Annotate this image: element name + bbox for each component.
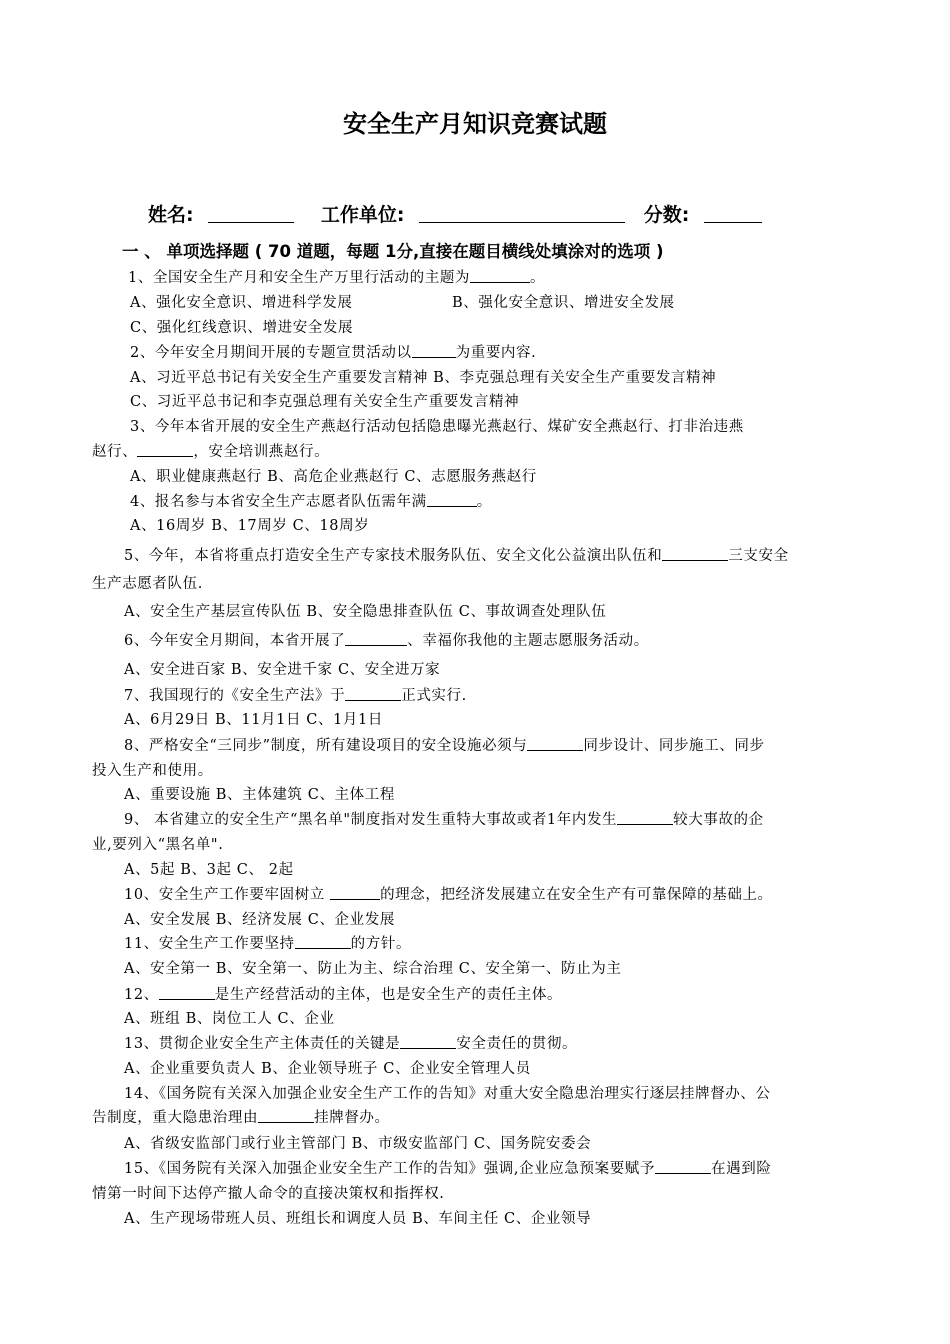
question-text: 7、我国现行的《安全生产法》于 正式实行. xyxy=(124,688,467,704)
option-text: A、5起 B、3起 C、 2起 xyxy=(124,862,294,878)
name-field[interactable] xyxy=(208,204,294,223)
question-text: 15、《国务院有关深入加强企业安全生产工作的告知》强调,企业应急预案要赋予 在遇到险 xyxy=(124,1161,772,1177)
option-text: A、省级安监部门或行业主管部门 B、市级安监部门 C、国务院安委会 xyxy=(124,1136,592,1152)
question-text: 1、全国安全生产月和安全生产万里行活动的主题为 。 xyxy=(128,270,546,286)
question-text: 13、贯彻企业安全生产主体责任的关键是 安全责任的贯彻。 xyxy=(124,1036,578,1052)
question-text: 告制度，重大隐患治理由 挂牌督办。 xyxy=(92,1110,390,1126)
answer-blank[interactable] xyxy=(258,1108,314,1123)
name-label: 姓名: xyxy=(148,204,194,226)
option-text: A、职业健康燕赵行 B、高危企业燕赵行 C、志愿服务燕赵行 xyxy=(130,469,537,485)
section-heading: 一 、 单项选择题 ( 70 道题，每题 1分,直接在题目横线处填涂对的选项 ) xyxy=(122,242,664,261)
answer-blank[interactable] xyxy=(662,546,728,561)
question-text: 赵行、 ，安全培训燕赵行。 xyxy=(92,444,330,460)
option-text: A、企业重要负责人 B、企业领导班子 C、企业安全管理人员 xyxy=(124,1061,531,1077)
score-label: 分数: xyxy=(643,204,690,226)
question-text: 12、 是生产经营活动的主体，也是安全生产的责任主体。 xyxy=(124,987,563,1003)
score-field[interactable] xyxy=(704,204,762,223)
question-text: 8、严格安全“三同步”制度，所有建设项目的安全设施必须与 同步设计、同步施工、同步 xyxy=(124,738,765,754)
question-text: 9、 本省建立的安全生产“黑名单"制度指对发生重特大事故或者1年内发生 较大事故的企 xyxy=(124,812,764,828)
option-text: A、班组 B、岗位工人 C、企业 xyxy=(124,1011,335,1027)
header-info xyxy=(148,200,762,227)
question-text: 5、今年，本省将重点打造安全生产专家技术服务队伍、安全文化公益演出队伍和 三支安全 xyxy=(124,548,789,564)
question-text: 投入生产和使用。 xyxy=(92,763,213,779)
answer-blank[interactable] xyxy=(655,1159,711,1174)
option-text: A、安全进百家 B、安全进千家 C、安全进万家 xyxy=(124,662,441,678)
answer-blank[interactable] xyxy=(330,885,380,900)
answer-blank[interactable] xyxy=(345,686,401,701)
answer-blank[interactable] xyxy=(470,268,530,283)
option-text: A、安全发展 B、经济发展 C、企业发展 xyxy=(124,912,395,928)
answer-blank[interactable] xyxy=(527,736,583,751)
question-text: 生产志愿者队伍. xyxy=(92,576,203,592)
answer-blank[interactable] xyxy=(159,985,215,1000)
question-text: 3、今年本省开展的安全生产燕赵行活动包括隐患曝光燕赵行、煤矿安全燕赵行、打非治违燕 xyxy=(130,419,744,435)
option-text: A、强化安全意识、增进科学发展 xyxy=(130,295,353,311)
option-text: A、习近平总书记有关安全生产重要发言精神 B、李克强总理有关安全生产重要发言精神 xyxy=(130,370,717,386)
answer-blank[interactable] xyxy=(137,442,193,457)
option-text: C、习近平总书记和李克强总理有关安全生产重要发言精神 xyxy=(130,394,520,410)
question-text: 情第一时间下达停产撤人命令的直接决策权和指挥权. xyxy=(92,1186,445,1202)
answer-blank[interactable] xyxy=(400,1034,456,1049)
option-text: B、强化安全意识、增进安全发展 xyxy=(452,295,675,311)
option-text: A、16周岁 B、17周岁 C、18周岁 xyxy=(130,518,370,534)
question-text: 6、今年安全月期间，本省开展了 、幸福你我他的主题志愿服务活动。 xyxy=(124,633,649,649)
answer-blank[interactable] xyxy=(617,810,673,825)
answer-blank[interactable] xyxy=(412,343,456,358)
unit-field[interactable] xyxy=(419,204,625,223)
option-text: C、强化红线意识、增进安全发展 xyxy=(130,320,354,336)
question-text: 14、《国务院有关深入加强企业安全生产工作的告知》对重大安全隐患治理实行逐层挂牌督办、公 xyxy=(124,1086,771,1102)
option-text: A、6月29日 B、11月1日 C、1月1日 xyxy=(124,712,383,728)
question-text: 业,要列入“黑名单". xyxy=(92,837,224,853)
option-text: A、生产现场带班人员、班组长和调度人员 B、车间主任 C、企业领导 xyxy=(124,1211,592,1227)
answer-blank[interactable] xyxy=(427,492,477,507)
option-text: A、安全生产基层宣传队伍 B、安全隐患排查队伍 C、事故调查处理队伍 xyxy=(124,604,607,620)
page-title: 安全生产月知识竞赛试题 xyxy=(343,110,607,138)
question-text: 4、报名参与本省安全生产志愿者队伍需年满 。 xyxy=(130,494,492,510)
option-text: A、重要设施 B、主体建筑 C、主体工程 xyxy=(124,787,395,803)
question-text: 2、今年安全月期间开展的专题宣贯活动以 为重要内容. xyxy=(130,345,537,361)
question-text: 10、安全生产工作要牢固树立 的理念，把经济发展建立在安全生产有可靠保障的基础上。 xyxy=(124,887,773,903)
option-text: A、安全第一 B、安全第一、防止为主、综合治理 C、安全第一、防止为主 xyxy=(124,961,622,977)
answer-blank[interactable] xyxy=(345,631,407,646)
question-text: 11、安全生产工作要坚持 的方针。 xyxy=(124,936,412,952)
unit-label: 工作单位: xyxy=(320,204,405,226)
answer-blank[interactable] xyxy=(295,934,351,949)
